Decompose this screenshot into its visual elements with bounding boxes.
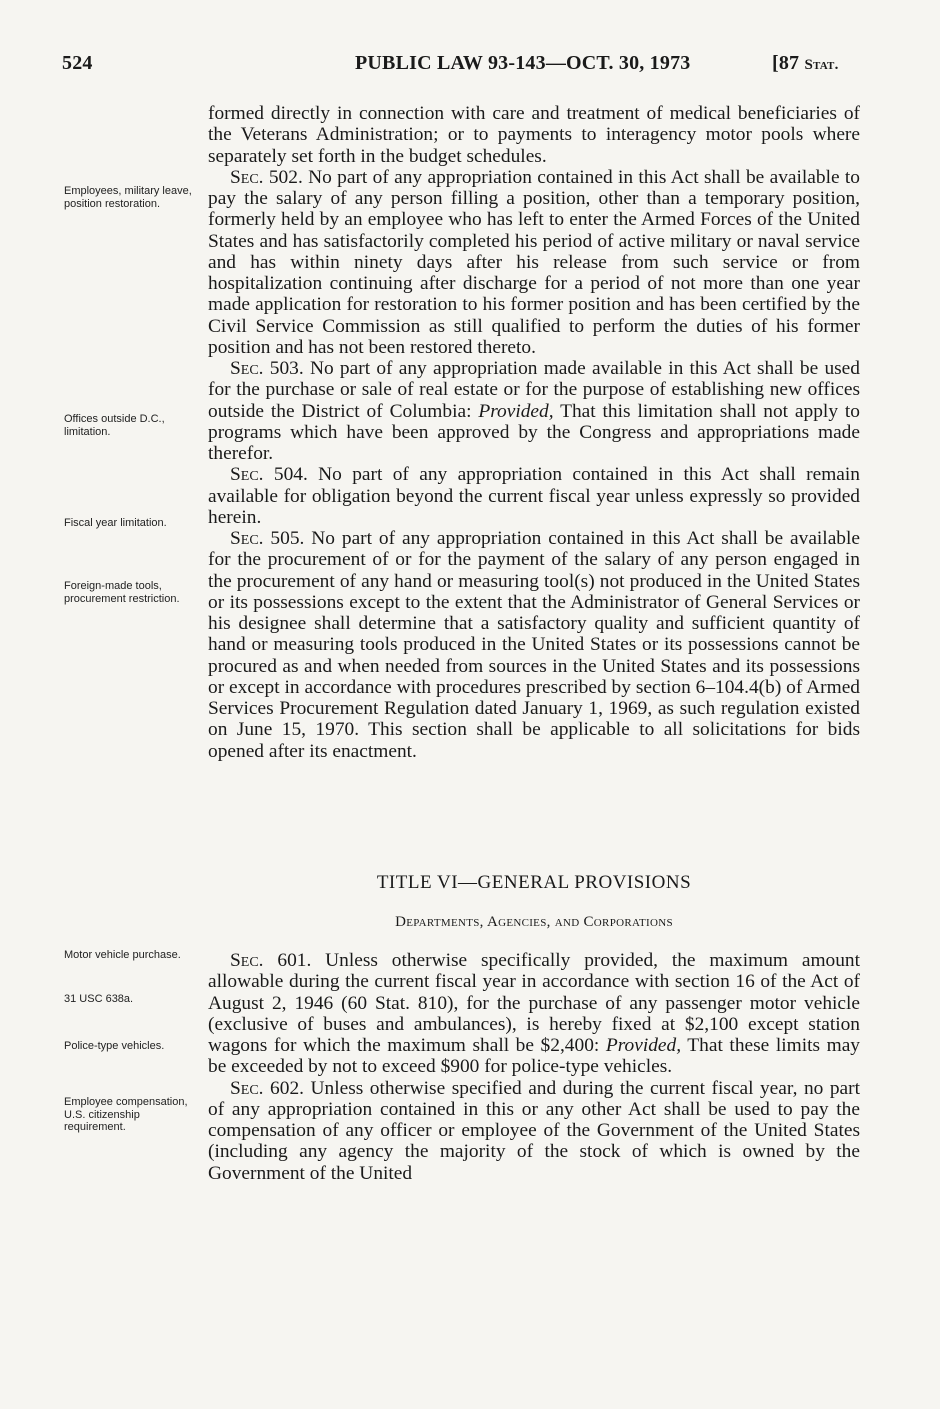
- section-text: 601. Unless otherwise specifically provided, the maximum amount allowable during the current fiscal year in accordance with section 16 of the Act of August 2, 1946 (60 Stat. 810), for the purchase of any passenger motor vehicle (exclusive of buses and ambulances), is hereby fixed at $2,100 except station wagons for which the maximum shall be $2,400:: [208, 950, 860, 1056]
- title-heading: TITLE VI—GENERAL PROVISIONS: [376, 872, 692, 893]
- statute-word: Stat.: [804, 57, 839, 73]
- section-label: Sec.: [230, 464, 264, 486]
- section-text: 503. No part of any appropriation made available in this Act shall be used for the purchase or sale of real estate or for the purpose of establishing new offices outside the District of Columbia:: [208, 358, 860, 422]
- proviso-italic: Provided,: [605, 1035, 682, 1056]
- paragraph-continuation: formed directly in connection with care and treatment of medical beneficiaries of the Veterans Administration; or to payments to interagency motor pools where separately set forth in the budget schedules.: [208, 103, 860, 167]
- statute-prefix: [87: [772, 52, 800, 74]
- section-505: [208, 528, 860, 762]
- section-label: Sec.: [230, 950, 264, 971]
- proviso-italic: Provided,: [478, 400, 554, 422]
- running-title: PUBLIC LAW 93-143—OCT. 30, 1973: [355, 52, 691, 74]
- section-label: Sec.: [230, 166, 264, 188]
- margin-note-police-vehicles: Police-type vehicles.: [64, 1040, 165, 1052]
- page-number: 524: [62, 52, 93, 74]
- margin-note-offices-outside-dc: Offices outside D.C., limitation.: [64, 413, 165, 438]
- margin-note-usc-citation: 31 USC 638a.: [64, 993, 134, 1005]
- section-label: Sec.: [230, 358, 264, 379]
- section-label: Sec.: [230, 1077, 264, 1099]
- statute-volume: [772, 52, 839, 75]
- section-504: [208, 464, 860, 528]
- section-503: [208, 358, 860, 464]
- section-label: Sec.: [230, 528, 264, 549]
- section-text: That these limits may be exceeded by not to exceed $900 for police-type vehicles.: [208, 1035, 860, 1078]
- margin-note-fiscal-year: Fiscal year limitation.: [64, 517, 167, 529]
- sub-heading: Departments, Agencies, and Corporations: [395, 914, 673, 930]
- section-text: 505. No part of any appropriation contained in this Act shall be available for the procurement of or for the payment of the salary of any person engaged in the procurement of any hand or measuring tool(s) not produced in the United States or its possessions except to the extent that the Administrator of General Services or his designee shall determine that a satisfactory quality and sufficient quantity of hand or measuring tools produced in the United States or its possessions cannot be procured as and when needed from sources in the United States and its possessions or except in accordance with procedures prescribed by section 6–104.4(b) of Armed Services Procurement Regulation dated January 1, 1969, as such regulation existed on June 15, 1970. This section shall be applicable to all solicitations for bids opened after its enactment.: [208, 528, 860, 762]
- section-502: [208, 167, 860, 358]
- margin-note-motor-vehicle: Motor vehicle purchase.: [64, 949, 181, 961]
- body-block-sections-501-505: [208, 103, 860, 762]
- body-block-sections-601-602: [208, 950, 860, 1184]
- margin-note-employee-compensation: Employee compensation, U.S. citizenship requirement.: [64, 1096, 188, 1133]
- section-602: [208, 1078, 860, 1184]
- section-text: That this limitation shall not apply to programs which have been approved by the Congress and appropriations made therefor.: [208, 400, 860, 464]
- section-601: [208, 950, 860, 1078]
- section-text: 504. No part of any appropriation contained in this Act shall remain available for obligation beyond the current fiscal year unless expressly so provided herein.: [208, 464, 860, 528]
- margin-note-foreign-tools: Foreign-made tools, procurement restriction.: [64, 580, 180, 605]
- section-text: 502. No part of any appropriation contained in this Act shall be available to pay the salary of any person filling a position, other than a temporary position, formerly held by an employee who has left to enter the Armed Forces of the United States and has satisfactorily completed his period of active military or naval service and has within ninety days after his release from such service or from hospitalization continuing after discharge for a period of not more than one year made application for restoration to his former position and has been certified by the Civil Service Commission as still qualified to perform the duties of his former position and has not been restored thereto.: [208, 166, 860, 358]
- section-text: 602. Unless otherwise specified and during the current fiscal year, no part of any appropriation contained in this or any other Act shall be used to pay the compensation of any officer or employee of the Government of the United States (including any agency the majority of the stock of which is owned by the Government of the United: [208, 1077, 860, 1184]
- margin-note-military-leave: Employees, military leave, position restoration.: [64, 185, 192, 210]
